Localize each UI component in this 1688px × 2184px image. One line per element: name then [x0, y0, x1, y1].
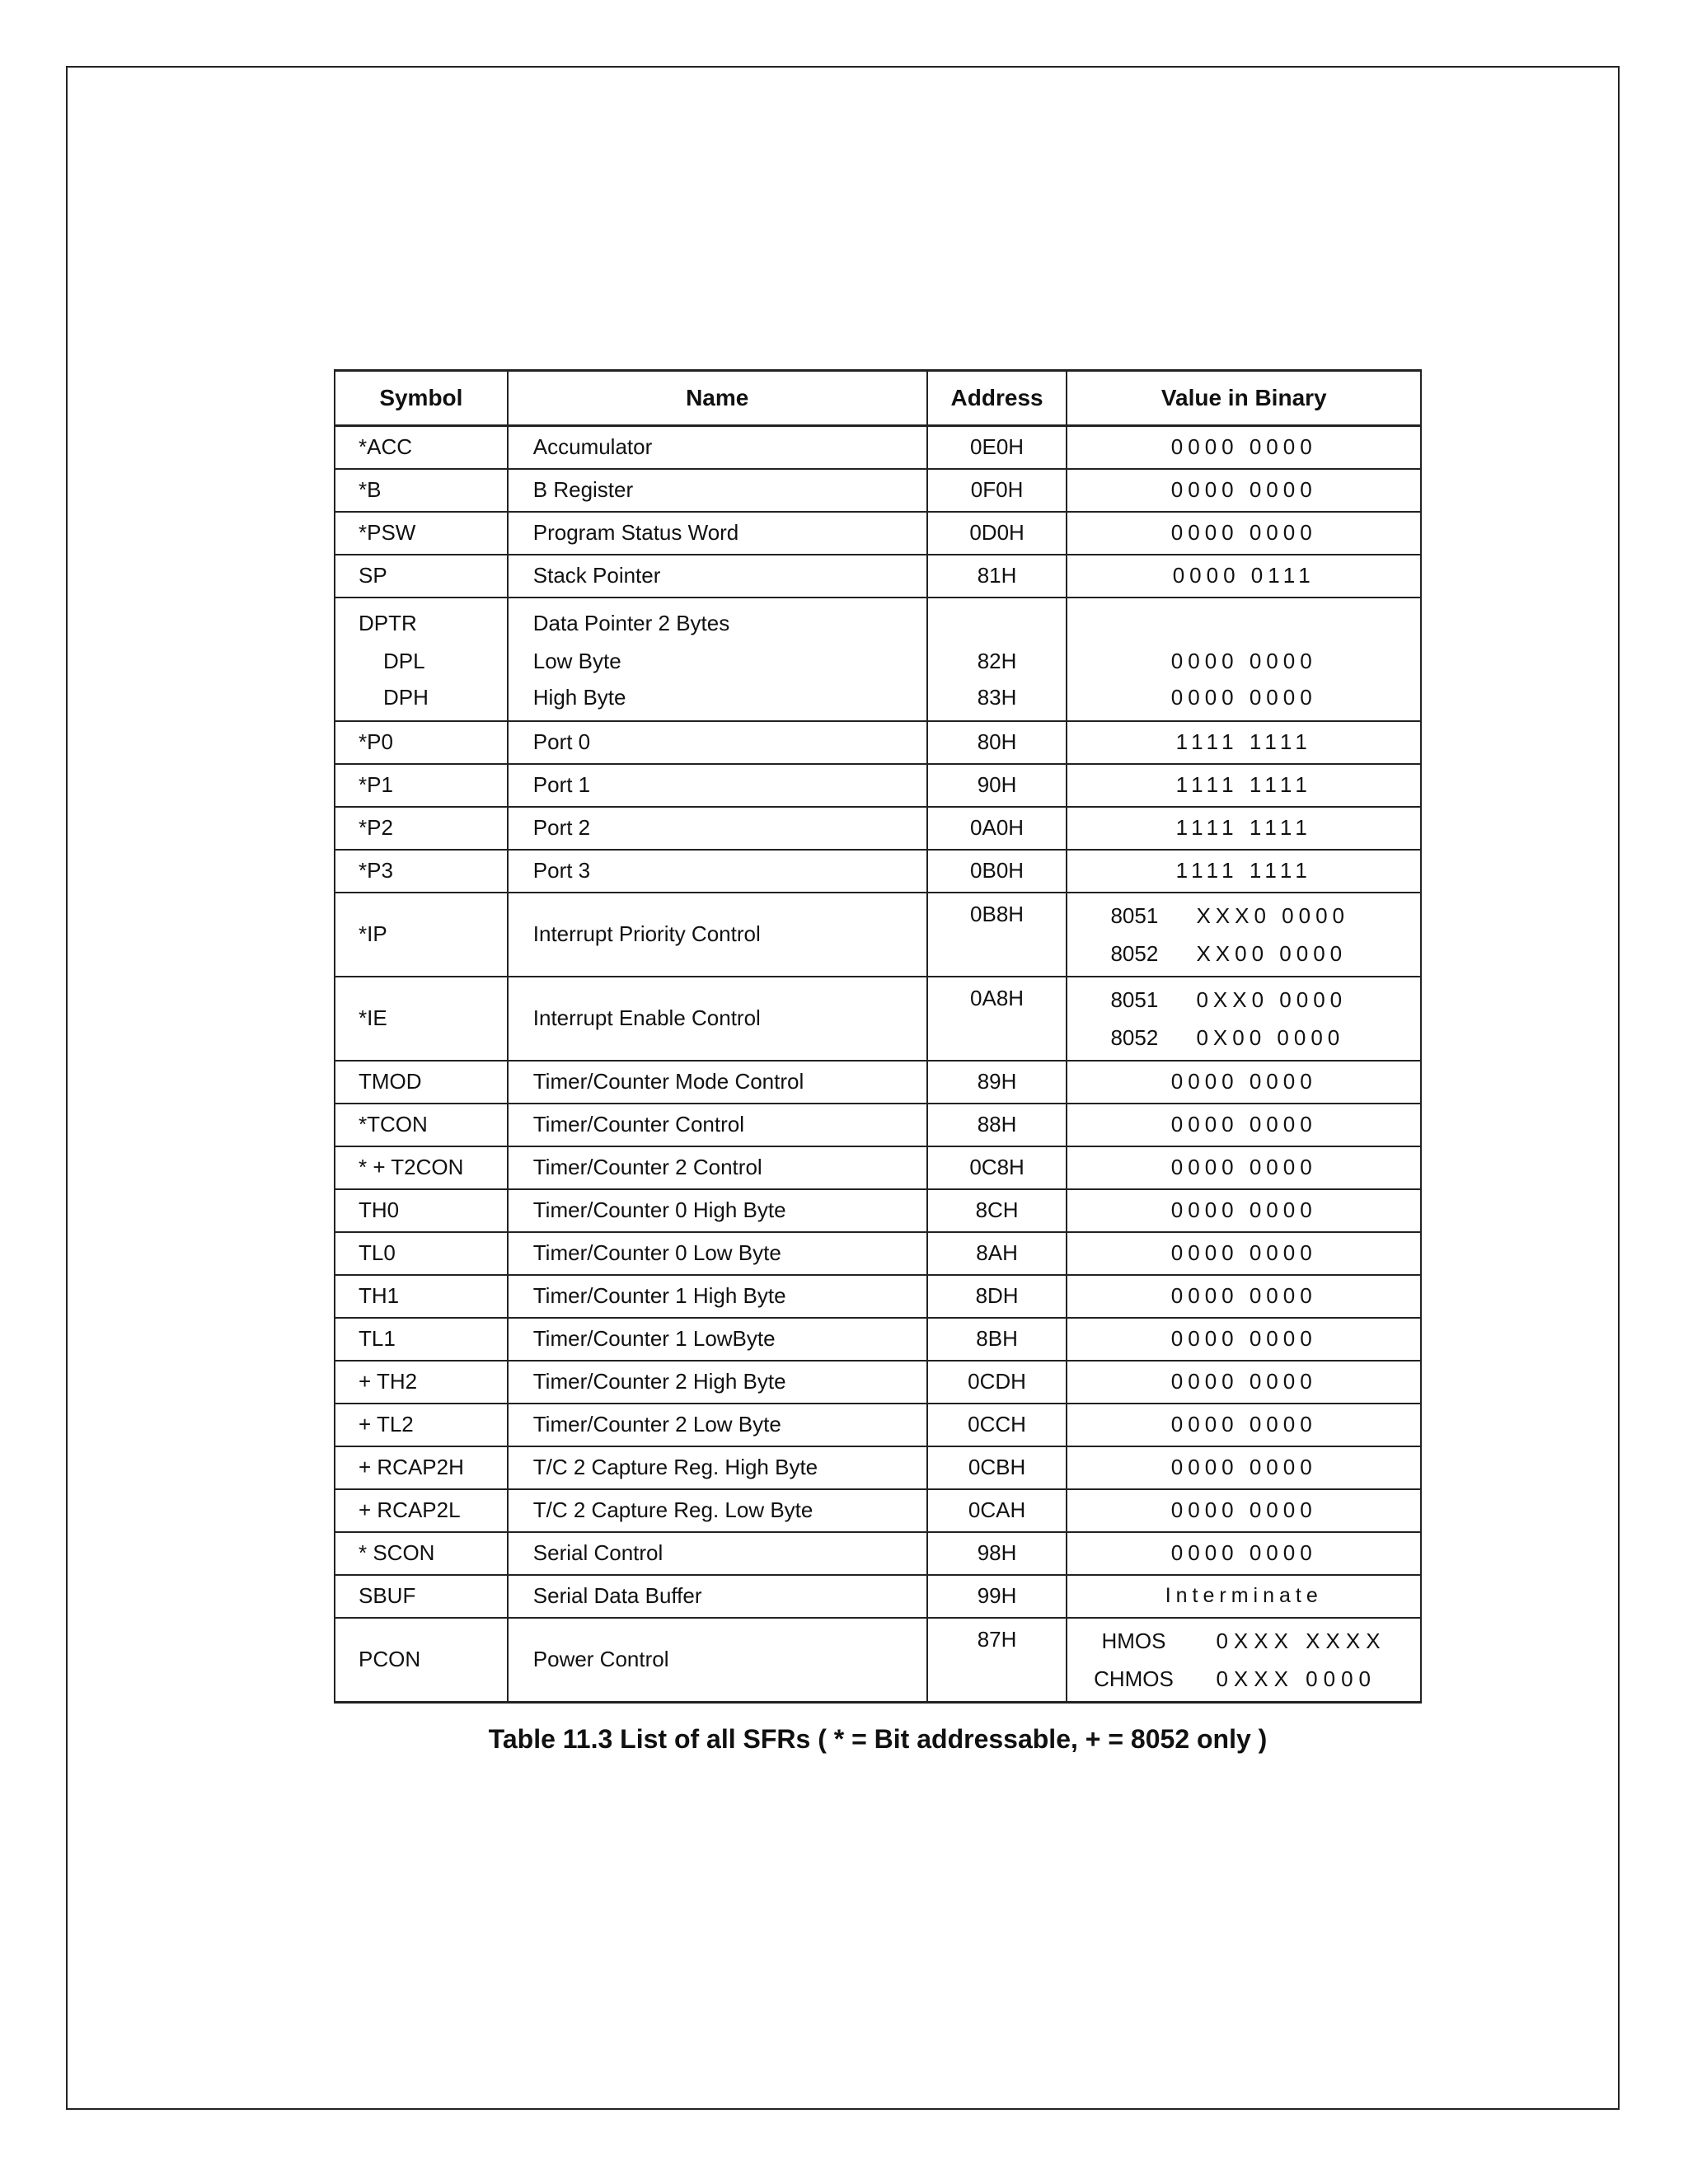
dptr-name: Data Pointer 2 Bytes — [532, 610, 730, 635]
cell-symbol: *IE — [335, 977, 508, 1061]
ie-8051-line — [1077, 981, 1410, 1019]
table-caption: Table 11.3 List of all SFRs ( * = Bit addressable, + = 8052 only ) — [488, 1724, 1268, 1754]
cell-name: Accumulator — [508, 426, 927, 469]
table-row — [335, 426, 1421, 469]
dph-name: High Byte — [532, 684, 626, 710]
header-address: Address — [927, 371, 1067, 426]
cell-value: 0000 0000 — [1067, 469, 1421, 512]
cell-address: 0B0H — [927, 850, 1067, 893]
cell-symbol: SP — [335, 555, 508, 598]
cell-value: 0000 0000 — [1067, 1104, 1421, 1146]
cell-name: Timer/Counter 1 LowByte — [508, 1318, 927, 1361]
cell-value: 0000 0000 — [1067, 426, 1421, 469]
cell-symbol: TL1 — [335, 1318, 508, 1361]
cell-value: Interminate — [1067, 1575, 1421, 1618]
cell-symbol: *P3 — [335, 850, 508, 893]
cell-name: T/C 2 Capture Reg. High Byte — [508, 1446, 927, 1489]
dph-symbol: DPH — [383, 684, 429, 710]
cell-name: Port 0 — [508, 721, 927, 764]
ie-8052-value: 0X00 0000 — [1196, 1024, 1345, 1050]
table-row — [335, 1232, 1421, 1275]
ip-8051-tag: 8051 — [1110, 902, 1159, 928]
cell-name: Timer/Counter 2 Control — [508, 1146, 927, 1189]
cell-name: Power Control — [508, 1618, 927, 1703]
cell-value: 0000 0000 — [1067, 1361, 1421, 1404]
cell-address: 0C8H — [927, 1146, 1067, 1189]
cell-name: Port 3 — [508, 850, 927, 893]
cell-name: Timer/Counter 0 High Byte — [508, 1189, 927, 1232]
cell-symbol: *P2 — [335, 807, 508, 850]
table-row — [335, 764, 1421, 807]
table-row — [335, 469, 1421, 512]
cell-symbol — [335, 598, 508, 721]
cell-name: Timer/Counter 1 High Byte — [508, 1275, 927, 1318]
cell-value: 0000 0000 — [1067, 1489, 1421, 1532]
cell-name: Interrupt Enable Control — [508, 977, 927, 1061]
ip-8052-tag: 8052 — [1110, 940, 1159, 966]
cell-address: 88H — [927, 1104, 1067, 1146]
table-row — [335, 512, 1421, 555]
table-row — [335, 1061, 1421, 1104]
cell-address: 0D0H — [927, 512, 1067, 555]
ip-8052-line — [1077, 935, 1410, 972]
header-symbol: Symbol — [335, 371, 508, 426]
table-row — [335, 850, 1421, 893]
cell-symbol: *IP — [335, 893, 508, 977]
pcon-chmos-value: 0XXX 0000 — [1216, 1666, 1377, 1691]
table-row — [335, 807, 1421, 850]
cell-value: 0000 0111 — [1067, 555, 1421, 598]
cell-symbol: + TH2 — [335, 1361, 508, 1404]
header-value: Value in Binary — [1067, 371, 1421, 426]
ip-8051-line — [1077, 897, 1410, 935]
table-row — [335, 1532, 1421, 1575]
cell-symbol: * SCON — [335, 1532, 508, 1575]
cell-symbol: SBUF — [335, 1575, 508, 1618]
dpl-symbol: DPL — [383, 648, 425, 673]
table-row-pcon — [335, 1618, 1421, 1703]
cell-value: 0000 0000 — [1067, 1232, 1421, 1275]
cell-value: 0000 0000 — [1067, 1061, 1421, 1104]
cell-name: Port 2 — [508, 807, 927, 850]
table-row-dptr — [335, 598, 1421, 721]
cell-address: 0F0H — [927, 469, 1067, 512]
cell-value: 0000 0000 — [1067, 1146, 1421, 1189]
cell-name: Timer/Counter 2 Low Byte — [508, 1404, 927, 1446]
cell-name: Program Status Word — [508, 512, 927, 555]
cell-value: 0000 0000 — [1067, 1532, 1421, 1575]
table-row — [335, 1104, 1421, 1146]
cell-address: 98H — [927, 1532, 1067, 1575]
cell-symbol: *P1 — [335, 764, 508, 807]
cell-symbol: TL0 — [335, 1232, 508, 1275]
cell-address: 8CH — [927, 1189, 1067, 1232]
cell-symbol: TH1 — [335, 1275, 508, 1318]
cell-symbol: *B — [335, 469, 508, 512]
dpl-name: Low Byte — [532, 648, 621, 673]
cell-symbol: + RCAP2L — [335, 1489, 508, 1532]
table-row — [335, 1361, 1421, 1404]
table-row — [335, 1146, 1421, 1189]
cell-address: 8BH — [927, 1318, 1067, 1361]
cell-name: Stack Pointer — [508, 555, 927, 598]
cell-value: 1111 1111 — [1067, 850, 1421, 893]
cell-address: 0CDH — [927, 1361, 1067, 1404]
cell-address: 90H — [927, 764, 1067, 807]
table-row — [335, 1275, 1421, 1318]
cell-address: 89H — [927, 1061, 1067, 1104]
table-row — [335, 721, 1421, 764]
cell-symbol: PCON — [335, 1618, 508, 1703]
table-row-ip — [335, 893, 1421, 977]
table-row — [335, 555, 1421, 598]
table-row — [335, 1575, 1421, 1618]
cell-address: 0B8H — [927, 893, 1067, 977]
cell-address: 0A8H — [927, 977, 1067, 1061]
cell-symbol: + RCAP2H — [335, 1446, 508, 1489]
cell-value — [1067, 598, 1421, 721]
cell-value: 1111 1111 — [1067, 764, 1421, 807]
cell-symbol: TMOD — [335, 1061, 508, 1104]
cell-address: 0E0H — [927, 426, 1067, 469]
cell-value: 0000 0000 — [1067, 1446, 1421, 1489]
pcon-hmos-line — [1077, 1622, 1410, 1660]
cell-value: 0000 0000 — [1067, 1404, 1421, 1446]
ie-8051-tag: 8051 — [1110, 987, 1159, 1012]
cell-name: Timer/Counter 0 Low Byte — [508, 1232, 927, 1275]
ip-8051-value: XXX0 0000 — [1196, 902, 1350, 928]
dph-address: 83H — [977, 684, 1017, 710]
table-row — [335, 1404, 1421, 1446]
cell-address: 81H — [927, 555, 1067, 598]
cell-symbol: *TCON — [335, 1104, 508, 1146]
cell-name: Port 1 — [508, 764, 927, 807]
cell-name: Timer/Counter 2 High Byte — [508, 1361, 927, 1404]
dpl-address: 82H — [977, 648, 1017, 673]
table-row — [335, 1318, 1421, 1361]
cell-value: 1111 1111 — [1067, 721, 1421, 764]
table-row — [335, 1489, 1421, 1532]
cell-value: 0000 0000 — [1067, 1189, 1421, 1232]
pcon-hmos-value: 0XXX XXXX — [1216, 1628, 1386, 1653]
dptr-symbol: DPTR — [359, 610, 417, 635]
pcon-chmos-tag: CHMOS — [1094, 1666, 1174, 1691]
cell-address: 8AH — [927, 1232, 1067, 1275]
cell-symbol: *ACC — [335, 426, 508, 469]
ie-8051-value: 0XX0 0000 — [1196, 987, 1348, 1012]
cell-name: B Register — [508, 469, 927, 512]
cell-address: 99H — [927, 1575, 1067, 1618]
cell-value: 0000 0000 — [1067, 1275, 1421, 1318]
pcon-hmos-tag: HMOS — [1101, 1628, 1166, 1653]
cell-name: Interrupt Priority Control — [508, 893, 927, 977]
cell-symbol: *P0 — [335, 721, 508, 764]
cell-value: 0000 0000 — [1067, 1318, 1421, 1361]
cell-name — [508, 598, 927, 721]
cell-name: Serial Data Buffer — [508, 1575, 927, 1618]
cell-address: 87H — [927, 1618, 1067, 1703]
cell-address: 80H — [927, 721, 1067, 764]
dpl-value: 0000 0000 — [1170, 648, 1317, 673]
ie-8052-tag: 8052 — [1110, 1024, 1159, 1050]
table-row — [335, 1446, 1421, 1489]
cell-value: 0000 0000 — [1067, 512, 1421, 555]
cell-name: Timer/Counter Control — [508, 1104, 927, 1146]
cell-name: T/C 2 Capture Reg. Low Byte — [508, 1489, 927, 1532]
pcon-chmos-line — [1077, 1660, 1410, 1698]
cell-value — [1067, 893, 1421, 977]
cell-address: 0CAH — [927, 1489, 1067, 1532]
sfr-table — [334, 369, 1422, 1704]
header-name: Name — [508, 371, 927, 426]
ip-8052-value: XX00 0000 — [1196, 940, 1348, 966]
table-row — [335, 1189, 1421, 1232]
cell-symbol: TH0 — [335, 1189, 508, 1232]
cell-value — [1067, 977, 1421, 1061]
table-header-row — [335, 371, 1421, 426]
dph-value: 0000 0000 — [1170, 684, 1317, 710]
cell-address: 0CBH — [927, 1446, 1067, 1489]
cell-address — [927, 598, 1067, 721]
cell-address: 0A0H — [927, 807, 1067, 850]
table-row-ie — [335, 977, 1421, 1061]
cell-name: Timer/Counter Mode Control — [508, 1061, 927, 1104]
ie-8052-line — [1077, 1019, 1410, 1057]
cell-name: Serial Control — [508, 1532, 927, 1575]
cell-value: 1111 1111 — [1067, 807, 1421, 850]
cell-symbol: *PSW — [335, 512, 508, 555]
cell-address: 0CCH — [927, 1404, 1067, 1446]
cell-symbol: + TL2 — [335, 1404, 508, 1446]
cell-address: 8DH — [927, 1275, 1067, 1318]
cell-value — [1067, 1618, 1421, 1703]
cell-symbol: * + T2CON — [335, 1146, 508, 1189]
